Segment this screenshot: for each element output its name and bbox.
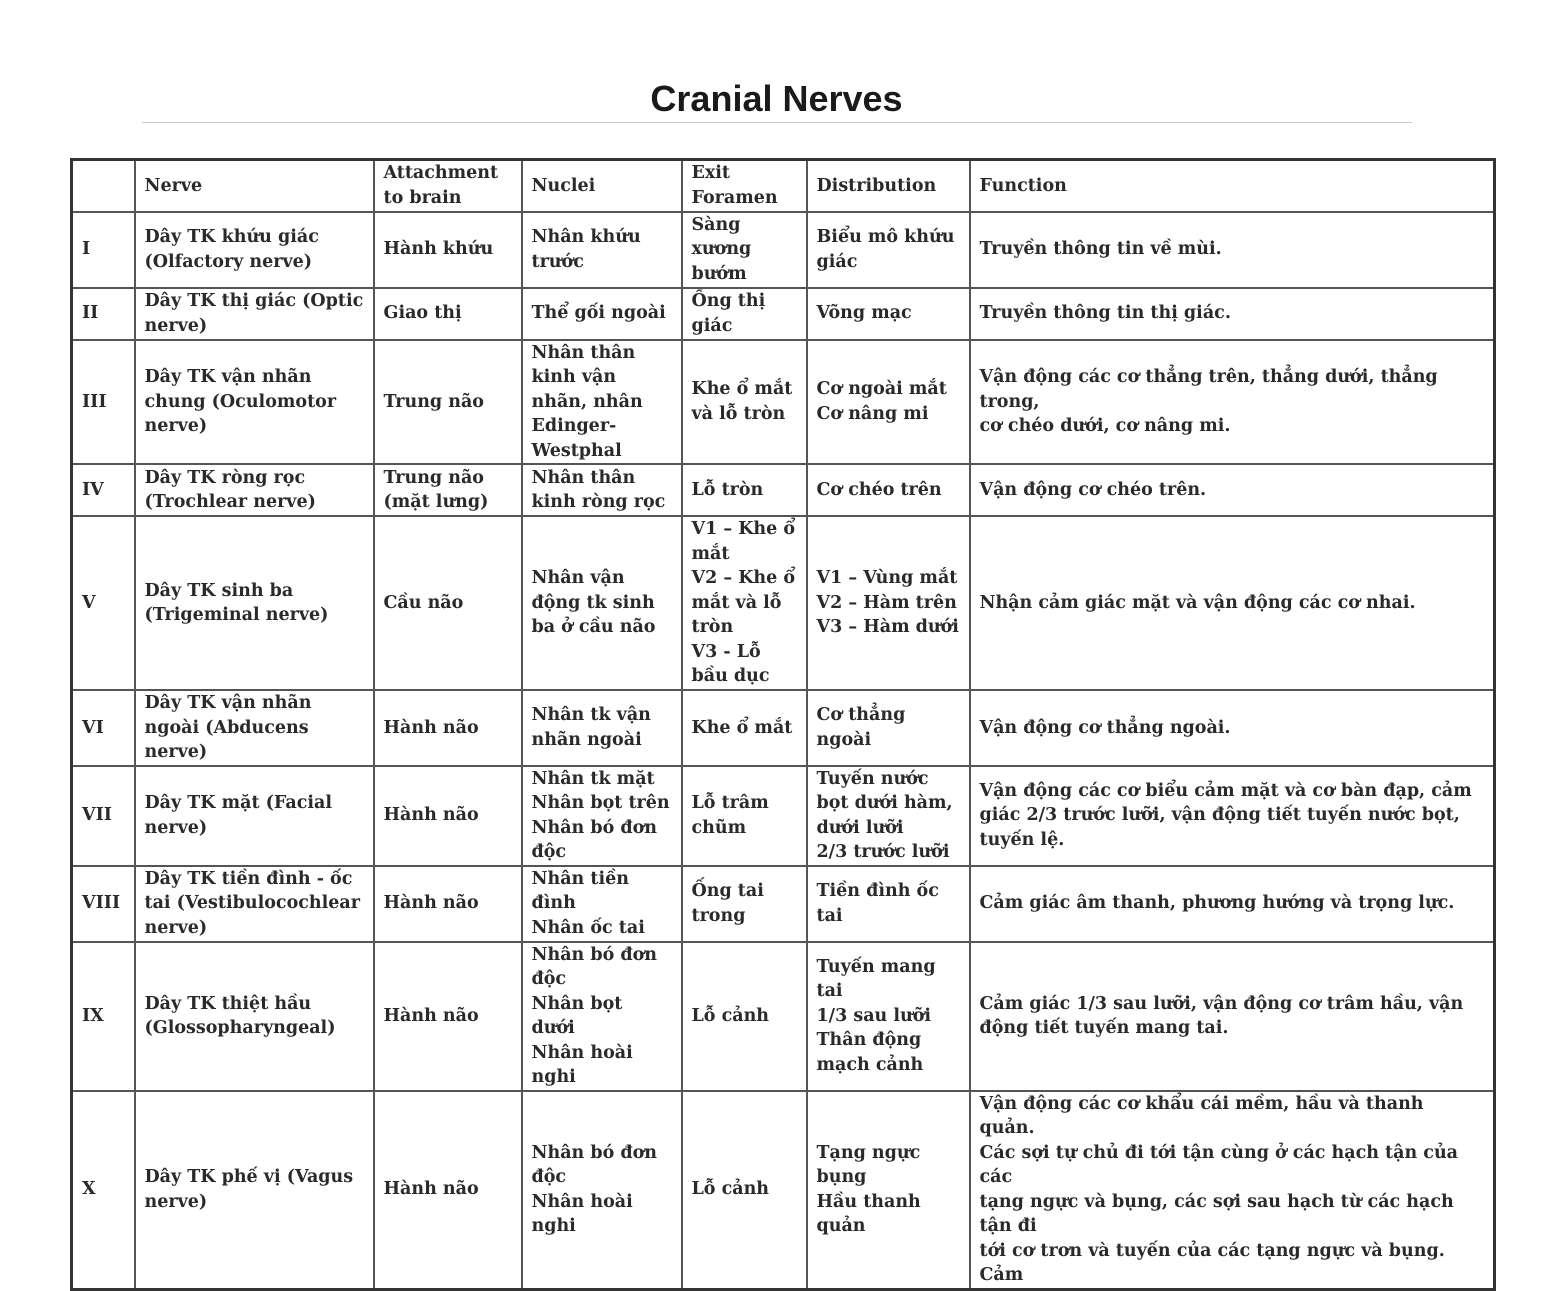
attachment: Hành não bbox=[374, 942, 522, 1091]
nerve-number: II bbox=[72, 288, 135, 340]
nerve-name: Dây TK ròng rọc (Trochlear nerve) bbox=[135, 464, 374, 516]
header-row bbox=[72, 160, 1495, 212]
attachment: Cầu não bbox=[374, 516, 522, 690]
attachment: Hành não bbox=[374, 866, 522, 942]
title-divider bbox=[142, 122, 1412, 123]
function: Cảm giác âm thanh, phương hướng và trọng lực. bbox=[970, 866, 1495, 942]
exit-foramen: Khe ổ mắt bbox=[682, 690, 807, 766]
cranial-nerves-table bbox=[70, 158, 1496, 1291]
nuclei: Nhân thân kinh vận nhãn, nhân Edinger- Westphal bbox=[522, 340, 682, 465]
exit-foramen: Ống tai trong bbox=[682, 866, 807, 942]
table-row bbox=[72, 766, 1495, 866]
nerve-name: Dây TK thiệt hầu (Glossopharyngeal) bbox=[135, 942, 374, 1091]
header-function: Function bbox=[970, 160, 1495, 212]
nuclei: Nhân tiền đình Nhân ốc tai bbox=[522, 866, 682, 942]
exit-foramen: Lỗ tròn bbox=[682, 464, 807, 516]
distribution: Cơ thẳng ngoài bbox=[807, 690, 970, 766]
distribution: Tuyến mang tai 1/3 sau lưỡi Thân động mạch cảnh bbox=[807, 942, 970, 1091]
exit-foramen: Ống thị giác bbox=[682, 288, 807, 340]
nerve-name: Dây TK sinh ba (Trigeminal nerve) bbox=[135, 516, 374, 690]
nuclei: Nhân bó đơn độc Nhân bọt dưới Nhân hoài nghi bbox=[522, 942, 682, 1091]
nerve-name: Dây TK thị giác (Optic nerve) bbox=[135, 288, 374, 340]
header-distribution: Distribution bbox=[807, 160, 970, 212]
exit-foramen: Lỗ cảnh bbox=[682, 942, 807, 1091]
table-row bbox=[72, 516, 1495, 690]
nerve-name: Dây TK khứu giác (Olfactory nerve) bbox=[135, 212, 374, 288]
table-row bbox=[72, 212, 1495, 288]
distribution: Tạng ngực bụng Hầu thanh quản bbox=[807, 1091, 970, 1290]
nerve-number: VI bbox=[72, 690, 135, 766]
page-title: Cranial Nerves bbox=[650, 78, 903, 119]
distribution: Tiền đình ốc tai bbox=[807, 866, 970, 942]
nerve-name: Dây TK vận nhãn chung (Oculomotor nerve) bbox=[135, 340, 374, 465]
nuclei: Nhân khứu trước bbox=[522, 212, 682, 288]
nuclei: Nhân tk vận nhãn ngoài bbox=[522, 690, 682, 766]
function: Nhận cảm giác mặt và vận động các cơ nhai. bbox=[970, 516, 1495, 690]
header-nerve: Nerve bbox=[135, 160, 374, 212]
attachment: Hành não bbox=[374, 766, 522, 866]
nerve-name: Dây TK phế vị (Vagus nerve) bbox=[135, 1091, 374, 1290]
attachment: Hành não bbox=[374, 690, 522, 766]
attachment: Giao thị bbox=[374, 288, 522, 340]
nerve-name: Dây TK tiền đình - ốc tai (Vestibulocochlear nerve) bbox=[135, 866, 374, 942]
table-row bbox=[72, 690, 1495, 766]
nerve-name: Dây TK vận nhãn ngoài (Abducens nerve) bbox=[135, 690, 374, 766]
table-row bbox=[72, 1091, 1495, 1290]
function: Vận động các cơ biểu cảm mặt và cơ bàn đạp, cảm giác 2/3 trước lưỡi, vận động tiết tuyến nước bọt, tuyến lệ. bbox=[970, 766, 1495, 866]
nuclei: Nhân bó đơn độc Nhân hoài nghi bbox=[522, 1091, 682, 1290]
header-nuclei: Nuclei bbox=[522, 160, 682, 212]
exit-foramen: Lỗ trâm chũm bbox=[682, 766, 807, 866]
distribution: Cơ chéo trên bbox=[807, 464, 970, 516]
exit-foramen: Lỗ cảnh bbox=[682, 1091, 807, 1290]
function: Vận động cơ chéo trên. bbox=[970, 464, 1495, 516]
exit-foramen: V1 – Khe ổ mắt V2 – Khe ổ mắt và lỗ tròn V3 - Lỗ bầu dục bbox=[682, 516, 807, 690]
attachment: Trung não (mặt lưng) bbox=[374, 464, 522, 516]
table-row bbox=[72, 340, 1495, 465]
function: Cảm giác 1/3 sau lưỡi, vận động cơ trâm hầu, vận động tiết tuyến mang tai. bbox=[970, 942, 1495, 1091]
nerve-name: Dây TK mặt (Facial nerve) bbox=[135, 766, 374, 866]
nerve-number: X bbox=[72, 1091, 135, 1290]
distribution: Cơ ngoài mắt Cơ nâng mi bbox=[807, 340, 970, 465]
header-number bbox=[72, 160, 135, 212]
distribution: V1 – Vùng mắt V2 – Hàm trên V3 – Hàm dưới bbox=[807, 516, 970, 690]
nerve-number: IV bbox=[72, 464, 135, 516]
function: Truyền thông tin về mùi. bbox=[970, 212, 1495, 288]
nuclei: Thể gối ngoài bbox=[522, 288, 682, 340]
nuclei: Nhân vận động tk sinh ba ở cầu não bbox=[522, 516, 682, 690]
header-exit-foramen: Exit Foramen bbox=[682, 160, 807, 212]
nuclei: Nhân thân kinh ròng rọc bbox=[522, 464, 682, 516]
exit-foramen: Sàng xương bướm bbox=[682, 212, 807, 288]
function: Vận động các cơ thẳng trên, thẳng dưới, thẳng trong, cơ chéo dưới, cơ nâng mi. bbox=[970, 340, 1495, 465]
table-row bbox=[72, 288, 1495, 340]
exit-foramen: Khe ổ mắt và lỗ tròn bbox=[682, 340, 807, 465]
attachment: Trung não bbox=[374, 340, 522, 465]
nerve-number: IX bbox=[72, 942, 135, 1091]
distribution: Biểu mô khứu giác bbox=[807, 212, 970, 288]
table-row bbox=[72, 942, 1495, 1091]
nerve-number: I bbox=[72, 212, 135, 288]
nerve-number: V bbox=[72, 516, 135, 690]
attachment: Hành não bbox=[374, 1091, 522, 1290]
function: Vận động cơ thẳng ngoài. bbox=[970, 690, 1495, 766]
function: Vận động các cơ khẩu cái mềm, hầu và thanh quản. Các sợi tự chủ đi tới tận cùng ở các hạch tận của các tạng ngực và bụng, các sợi sau hạch từ các hạch tận đi tới cơ trơn và tuyến của các tạng ngực và bụng. Cảm bbox=[970, 1091, 1495, 1290]
distribution: Tuyến nước bọt dưới hàm, dưới lưỡi 2/3 trước lưỡi bbox=[807, 766, 970, 866]
nerve-number: VII bbox=[72, 766, 135, 866]
function: Truyền thông tin thị giác. bbox=[970, 288, 1495, 340]
table-row bbox=[72, 866, 1495, 942]
distribution: Võng mạc bbox=[807, 288, 970, 340]
table-row bbox=[72, 464, 1495, 516]
attachment: Hành khứu bbox=[374, 212, 522, 288]
header-attachment: Attachment to brain bbox=[374, 160, 522, 212]
nuclei: Nhân tk mặt Nhân bọt trên Nhân bó đơn độc bbox=[522, 766, 682, 866]
nerve-number: VIII bbox=[72, 866, 135, 942]
nerve-number: III bbox=[72, 340, 135, 465]
